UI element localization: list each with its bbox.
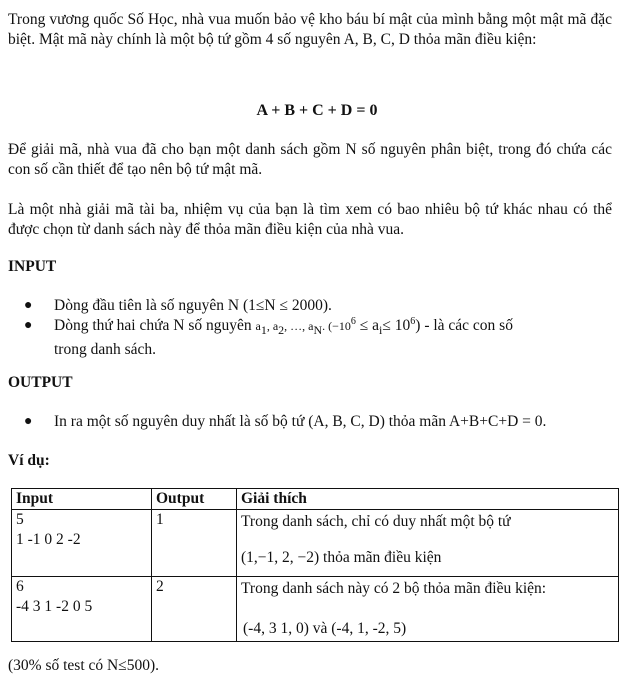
input-bullet-2 — [24, 316, 620, 359]
output-bullet-1-text: In ra một số nguyên duy nhất là số bộ tứ (A, B, C, D) thỏa mãn A+B+C+D = 0. — [54, 413, 547, 430]
footer-note: (30% số test có N≤500). — [8, 657, 159, 674]
example-heading: Ví dụ: — [8, 452, 50, 469]
explanation-cell: Trong danh sách này có 2 bộ thỏa mãn điều kiện: (-4, 3 1, 0) và (-4, 1, -2, 5) — [237, 577, 619, 642]
explanation-cell: Trong danh sách, chỉ có duy nhất một bộ tứ (1,−1, 2, −2) thỏa mãn điều kiện — [237, 510, 619, 577]
bullet-icon: ● — [24, 318, 33, 333]
bullet-icon: ● — [24, 414, 33, 429]
input-cell: 6 -4 3 1 -2 0 5 — [12, 577, 152, 642]
table-header-row — [12, 489, 619, 510]
example-table — [11, 488, 619, 642]
input-heading: INPUT — [8, 258, 57, 275]
input-cell: 5 1 -1 0 2 -2 — [12, 510, 152, 577]
equation: A + B + C + D = 0 — [256, 102, 378, 119]
intro-paragraph-2: Để giải mã, nhà vua đã cho bạn một danh sách gồm N số nguyên phân biệt, trong đó chứa các con số cần thiết để tạo nên bộ tứ mật mã. — [8, 141, 612, 178]
column-header-input: Input — [12, 489, 152, 510]
output-cell: 1 — [152, 510, 237, 577]
column-header-output: Output — [152, 489, 237, 510]
output-heading: OUTPUT — [8, 374, 73, 391]
input-bullet-1-text: Dòng đầu tiên là số nguyên N (1≤N ≤ 2000). — [54, 297, 332, 314]
intro-paragraph-1: Trong vương quốc Số Học, nhà vua muốn bảo vệ kho báu bí mật của mình bằng một mật mã đặc biệt. Mật mã này chính là một bộ tứ gồm 4 số nguyên A, B, C, D thỏa mãn điều kiện: — [8, 11, 612, 48]
bullet-icon: ● — [24, 298, 33, 313]
output-cell: 2 — [152, 577, 237, 642]
intro-paragraph-3: Là một nhà giải mã tài ba, nhiệm vụ của bạn là tìm xem có bao nhiêu bộ tứ khác nhau có thể được chọn từ danh sách này để thỏa mãn điều kiện của nhà vua. — [8, 201, 612, 238]
column-header-explanation: Giải thích — [237, 489, 619, 510]
input-bullet-2-text: Dòng thứ hai chứa N số nguyên $a_1$, $a_2$, …, $a_N$. $(-10^6 \le a_i\le 10^6)$ - là các con số trong danh sách. — [54, 316, 513, 359]
table-row — [12, 577, 619, 642]
table-row — [12, 510, 619, 577]
